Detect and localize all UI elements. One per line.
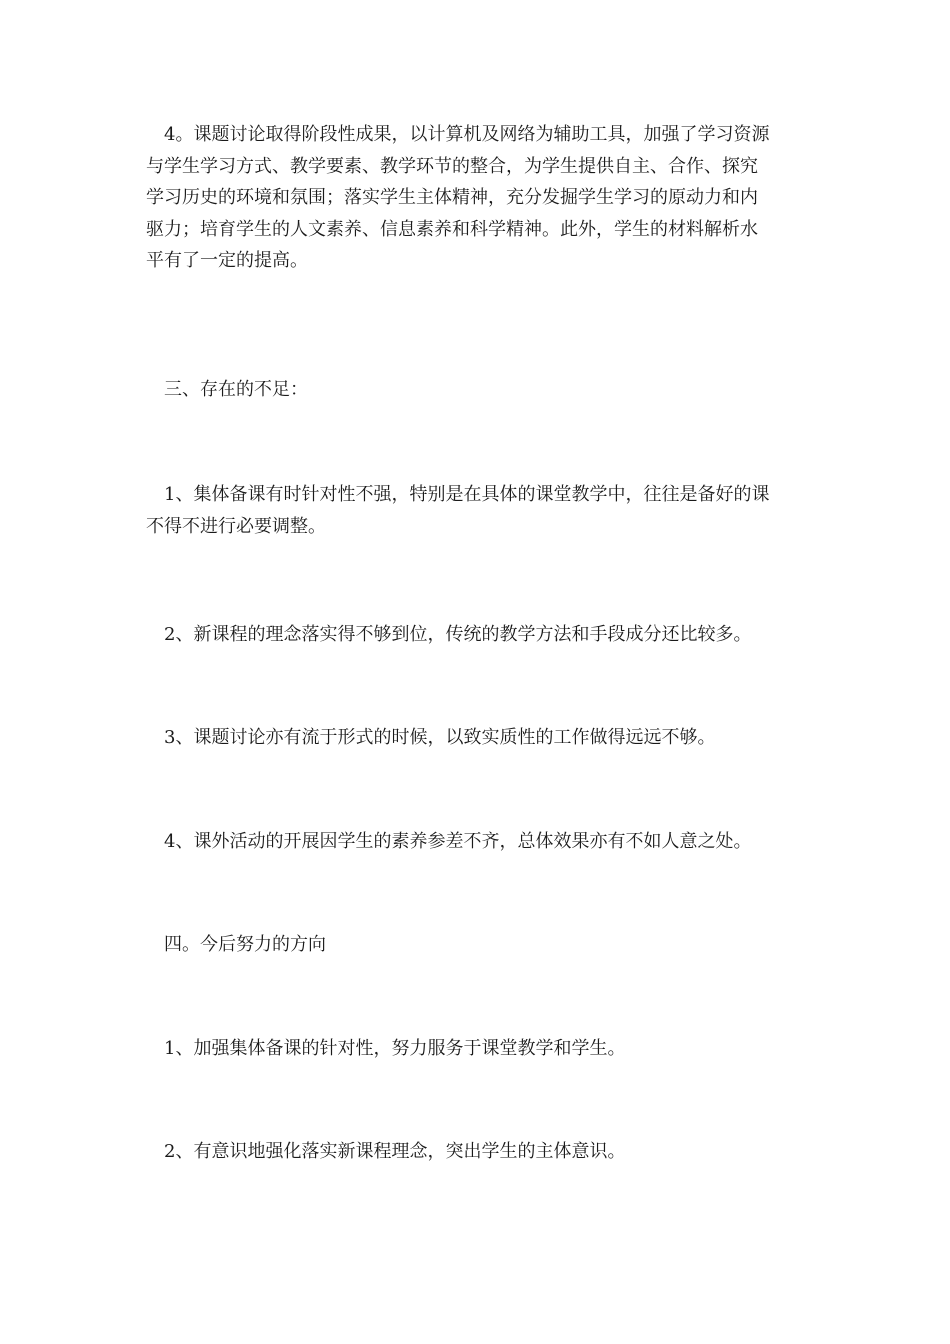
text-line: 不得不进行必要调整。 [146,515,326,537]
text-line: 驱力；培育学生的人文素养、信息素养和科学精神。此外，学生的材料解析水 [146,218,758,240]
text-line: 1、加强集体备课的针对性，努力服务于课堂教学和学生。 [164,1038,626,1059]
text-line: 2、新课程的理念落实得不够到位，传统的教学方法和手段成分还比较多。 [164,624,752,645]
heading-text: 三、存在的不足： [164,379,308,400]
paragraph-shortcoming-2 [146,619,810,651]
paragraph-shortcoming-1 [146,479,810,542]
paragraph-achievement-4 [146,119,810,277]
paragraph-shortcoming-4 [146,826,810,858]
section-heading-directions [146,929,810,961]
text-line: 4。课题讨论取得阶段性成果，以计算机及网络为辅助工具，加强了学习资源 [164,124,770,145]
text-line: 2、有意识地强化落实新课程理念，突出学生的主体意识。 [164,1141,626,1162]
section-heading-shortcomings [146,374,810,406]
text-line: 平有了一定的提高。 [146,250,308,271]
text-line: 1、集体备课有时针对性不强，特别是在具体的课堂教学中，往往是备好的课 [164,484,770,505]
text-line: 3、课题讨论亦有流于形式的时候，以致实质性的工作做得远远不够。 [164,727,716,748]
paragraph-direction-1 [146,1033,810,1065]
paragraph-direction-2 [146,1136,810,1168]
text-line: 4、课外活动的开展因学生的素养参差不齐，总体效果亦有不如人意之处。 [164,831,752,852]
text-line: 与学生学习方式、教学要素、教学环节的整合，为学生提供自主、合作、探究 [146,155,758,177]
text-line: 学习历史的环境和氛围；落实学生主体精神，充分发掘学生学习的原动力和内 [146,187,758,208]
paragraph-shortcoming-3 [146,722,810,754]
heading-text: 四。今后努力的方向 [164,934,326,955]
